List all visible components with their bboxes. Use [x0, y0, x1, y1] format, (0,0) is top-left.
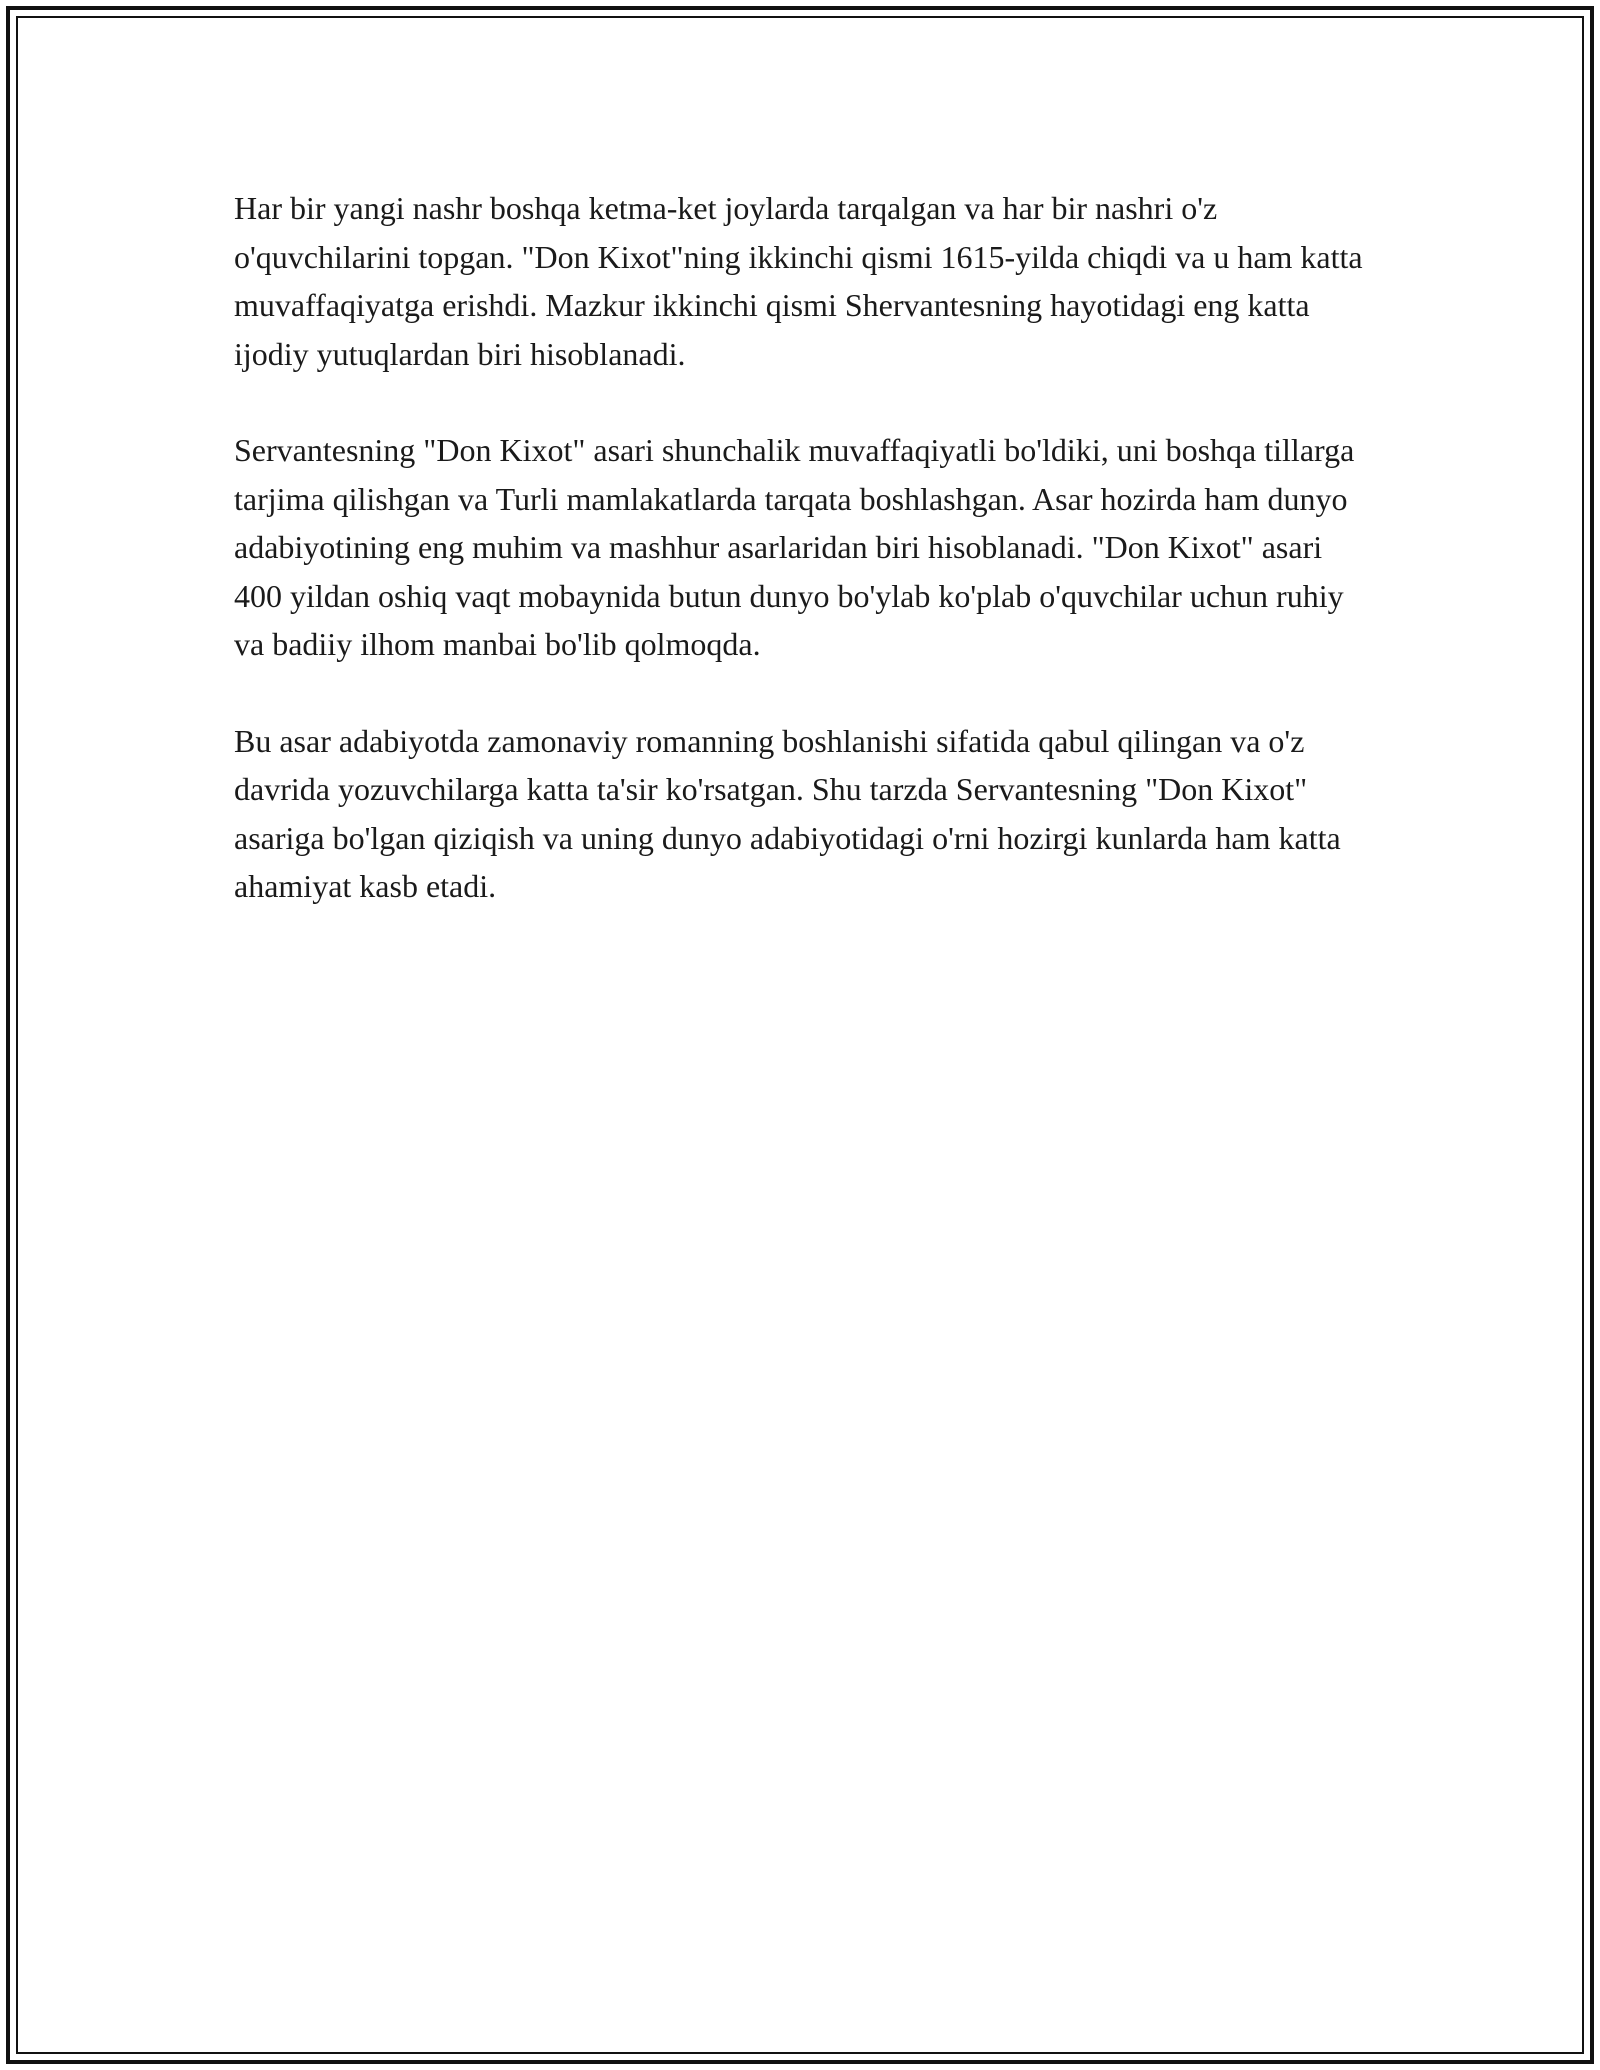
paragraph-2: Servantesning "Don Kixot" asari shunchalik muvaffaqiyatli bo'ldiki, uni boshqa tillarga tarjima qilishgan va Turli mamlakatlarda tarqata boshlashgan. Asar hozirda ham dunyo adabiyotining eng muhim va mashhur asarlaridan biri hisoblanadi. "Don Kixot" asari 400 yildan oshiq vaqt mobaynida butun dunyo bo'ylab ko'plab o'quvchilar uchun ruhiy va badiiy ilhom manbai bo'lib qolmoqda.	[234, 432, 1355, 662]
paragraph-1: Har bir yangi nashr boshqa ketma-ket joylarda tarqalgan va har bir nashri o'z o'quvchilarini topgan. "Don Kixot"ning ikkinchi qismi 1615-yilda chiqdi va u ham katta muvaffaqiyatga erishdi. Mazkur ikkinchi qismi Shervantesning hayotidagi eng katta ijodiy yutuqlardan biri hisoblanadi.	[234, 190, 1363, 372]
paragraph-3: Bu asar adabiyotda zamonaviy romanning boshlanishi sifatida qabul qilingan va o'z davrida yozuvchilarga katta ta'sir ko'rsatgan. Shu tarzda Servantesning "Don Kixot" asariga bo'lgan qiziqish va uning dunyo adabiyotidagi o'rni hozirgi kunlarda ham katta ahamiyat kasb etadi.	[234, 722, 1341, 904]
document-body	[234, 184, 1374, 959]
